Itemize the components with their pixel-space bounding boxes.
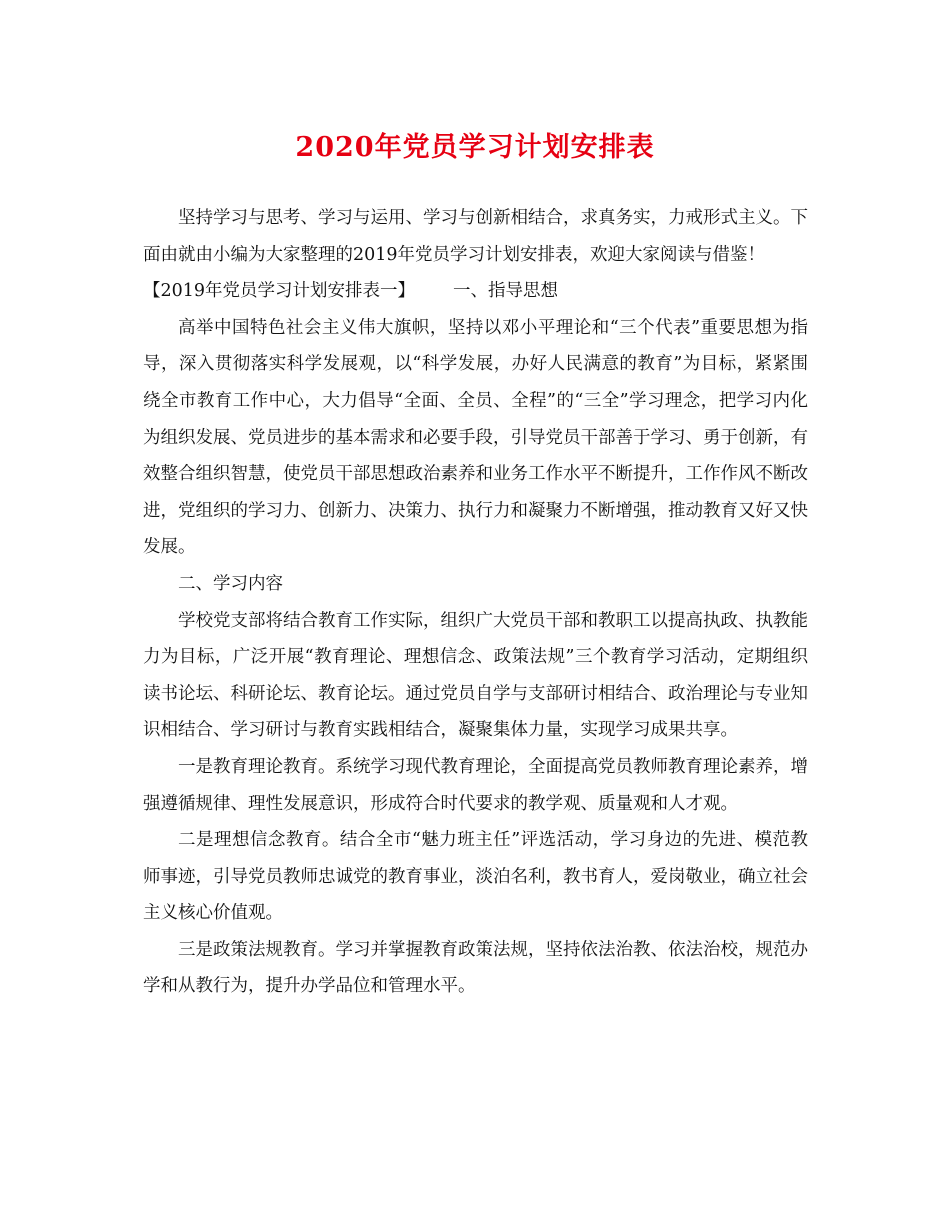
section-header-line xyxy=(143,273,808,310)
content-paragraph: 学校党支部将结合教育工作实际，组织广大党员干部和教职工以提高执政、执教能力为目标，广泛开展“教育理论、理想信念、政策法规”三个教育学习活动，定期组织读书论坛、科研论坛、教育论坛。通过党员自学与支部研讨相结合、政治理论与专业知识相结合、学习研讨与教育实践相结合，凝聚集体力量，实现学习成果共享。 xyxy=(143,610,808,741)
item-belief-paragraph: 二是理想信念教育。结合全市“魅力班主任”评选活动，学习身边的先进、模范教师事迹，引导党员教师忠诚党的教育事业，淡泊名利，教书育人，爱岗敬业，确立社会主义核心价值观。 xyxy=(143,830,808,924)
item-policy-paragraph: 三是政策法规教育。学习并掌握教育政策法规，坚持依法治教、依法治校，规范办学和从教行为，提升办学品位和管理水平。 xyxy=(143,939,808,997)
document-body xyxy=(143,200,808,1005)
guiding-paragraph: 高举中国特色社会主义伟大旗帜，坚持以邓小平理论和“三个代表”重要思想为指导，深入贯彻落实科学发展观，以“科学发展，办好人民满意的教育”为目标，紧紧围绕全市教育工作中心，大力倡导“全面、全员、全程”的“三全”学习理念，把学习内化为组织发展、党员进步的基本需求和必要手段，引导党员干部善于学习、勇于创新，有效整合组织智慧，使党员干部思想政治素养和业务工作水平不断提升，工作作风不断改进，党组织的学习力、创新力、决策力、执行力和凝聚力不断增强，推动教育又好又快发展。 xyxy=(143,317,808,558)
document-title: 2020年党员学习计划安排表 xyxy=(295,132,655,163)
section-heading-content: 二、学习内容 xyxy=(178,573,283,594)
section-heading-guiding: 一、指导思想 xyxy=(453,281,559,302)
item-theory-paragraph: 一是教育理论教育。系统学习现代教育理论，全面提高党员教师教育理论素养，增强遵循规律、理性发展意识，形成符合时代要求的教学观、质量观和人才观。 xyxy=(143,756,808,814)
intro-paragraph: 坚持学习与思考、学习与运用、学习与创新相结合，求真务实，力戒形式主义。下面由就由小编为大家整理的2019年党员学习计划安排表，欢迎大家阅读与借鉴！ xyxy=(143,208,808,265)
section-bracket-label: 【2019年党员学习计划安排表一】 xyxy=(143,281,416,302)
